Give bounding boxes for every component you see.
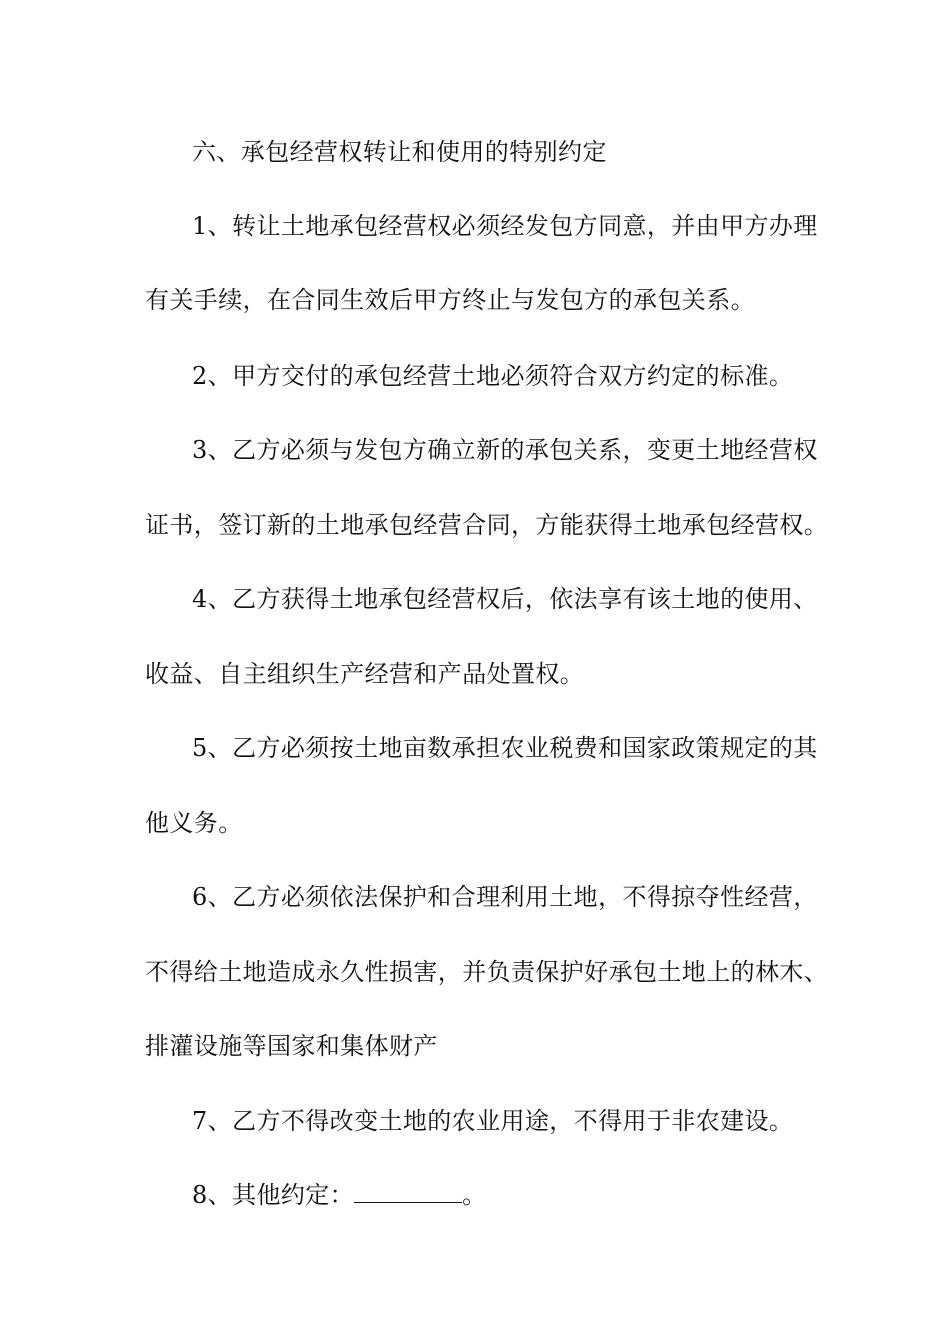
section-heading: 六、承包经营权转让和使用的特别约定 <box>192 138 607 166</box>
clause-4-line-2: 收益、自主组织生产经营和产品处置权。 <box>145 660 585 688</box>
clause-2-line-1: 2、甲方交付的承包经营土地必须符合双方约定的标准。 <box>192 362 794 390</box>
clause-1-line-2: 有关手续，在合同生效后甲方终止与发包方的承包关系。 <box>145 286 755 314</box>
clause-8-line-1 <box>0 1180 950 1210</box>
clause-5-line-1: 5、乙方必须按土地亩数承担农业税费和国家政策规定的其 <box>192 734 818 762</box>
other-agreement-blank[interactable] <box>354 1180 462 1203</box>
clause-7-line-1: 7、乙方不得改变土地的农业用途，不得用于非农建设。 <box>192 1107 794 1135</box>
clause-6-line-1: 6、乙方必须依法保护和合理利用土地，不得掠夺性经营， <box>192 883 818 911</box>
clause-5-line-2: 他义务。 <box>145 809 243 837</box>
clause-6-line-3: 排灌设施等国家和集体财产 <box>145 1032 438 1060</box>
clause-1-line-1: 1、转让土地承包经营权必须经发包方同意，并由甲方办理 <box>192 212 818 240</box>
clause-8-suffix: 。 <box>462 1181 487 1209</box>
clause-4-line-1: 4、乙方获得土地承包经营权后，依法享有该土地的使用、 <box>192 585 818 613</box>
clause-8-prefix: 8、其他约定： <box>192 1181 355 1209</box>
clause-3-line-2: 证书，签订新的土地承包经营合同，方能获得土地承包经营权。 <box>145 511 829 539</box>
clause-6-line-2: 不得给土地造成永久性损害，并负责保护好承包土地上的林木、 <box>145 958 829 986</box>
clause-3-line-1: 3、乙方必须与发包方确立新的承包关系，变更土地经营权 <box>192 436 818 464</box>
